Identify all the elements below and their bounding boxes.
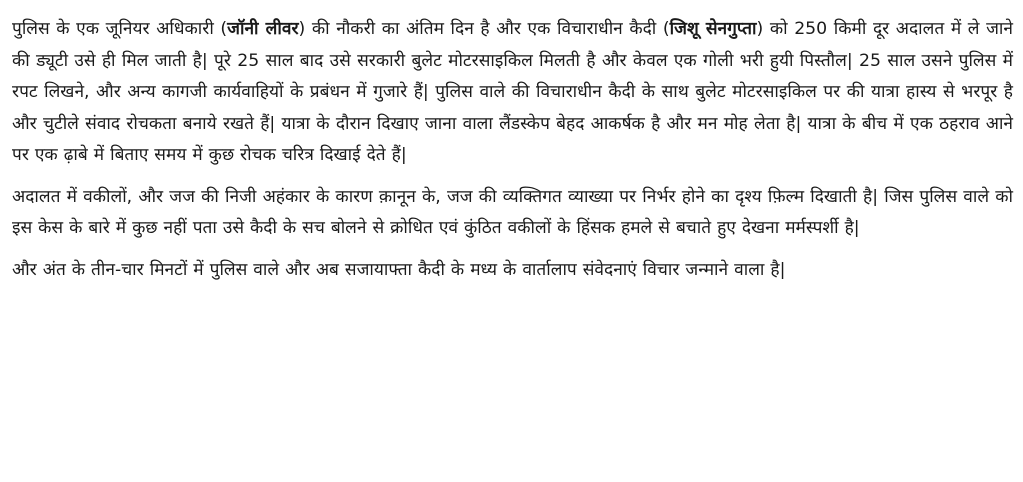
text-run: और अंत के तीन-चार मिनटों में पुलिस वाले और अब सजायाफ्ता कैदी के मध्य के वार्तालाप संवेदनाएं विचार जन्माने वाला है| bbox=[12, 259, 786, 280]
paragraph-court-scene bbox=[12, 182, 1013, 245]
actor-name-johnny-lever: जॉनी लीवर bbox=[227, 19, 299, 39]
text-run: ) को 250 किमी दूर अदालत में ले जाने की ड्यूटी उसे ही मिल जाती है| पूरे 25 साल बाद उसे सरकारी बुलेट मोटरसाइकिल मिलती है और केवल एक गोली भरी हुयी पिस्तौल| 25 साल उसने पुलिस में रपट लिखने, और अन्य कागजी कार्यवाहियों के प्रबंधन में गुजारे हैं| पुलिस वाले की विचाराधीन कैदी के साथ बुलेट मोटरसाइकिल पर की यात्रा हास्य से भरपूर है और चुटीले संवाद रोचकता बनाये रखते हैं| यात्रा के दौरान दिखाए जाना वाला लैंडस्केप बेहद आकर्षक है और मन मोह लेता है| यात्रा के बीच में एक ठहराव आने पर एक ढ़ाबे में बिताए समय में कुछ रोचक चरित्र दिखाई देते हैं| bbox=[12, 19, 1013, 165]
paragraph-ending bbox=[12, 255, 1013, 287]
text-run: पुलिस के एक जूनियर अधिकारी ( bbox=[12, 19, 228, 39]
text-run: अदालत में वकीलों, और जज की निजी अहंकार के कारण क़ानून के, जज की व्यक्तिगत व्याख्या पर निर्भर होने का दृश्य फ़िल्म दिखाती है| जिस पुलिस वाले को इस केस के बारे में कुछ नहीं पता उसे कैदी के सच बोलने से क्रोधित एवं कुंठित वकीलों के हिंसक हमले से बचाते हुए देखना मर्मस्पर्शी है| bbox=[12, 186, 1013, 238]
actor-name-jisshu-sengupta: जिशू सेनगुप्ता bbox=[669, 19, 757, 39]
paragraph-plot-summary bbox=[12, 14, 1013, 172]
text-run: ) की नौकरी का अंतिम दिन है और एक विचाराधीन कैदी ( bbox=[298, 19, 670, 39]
